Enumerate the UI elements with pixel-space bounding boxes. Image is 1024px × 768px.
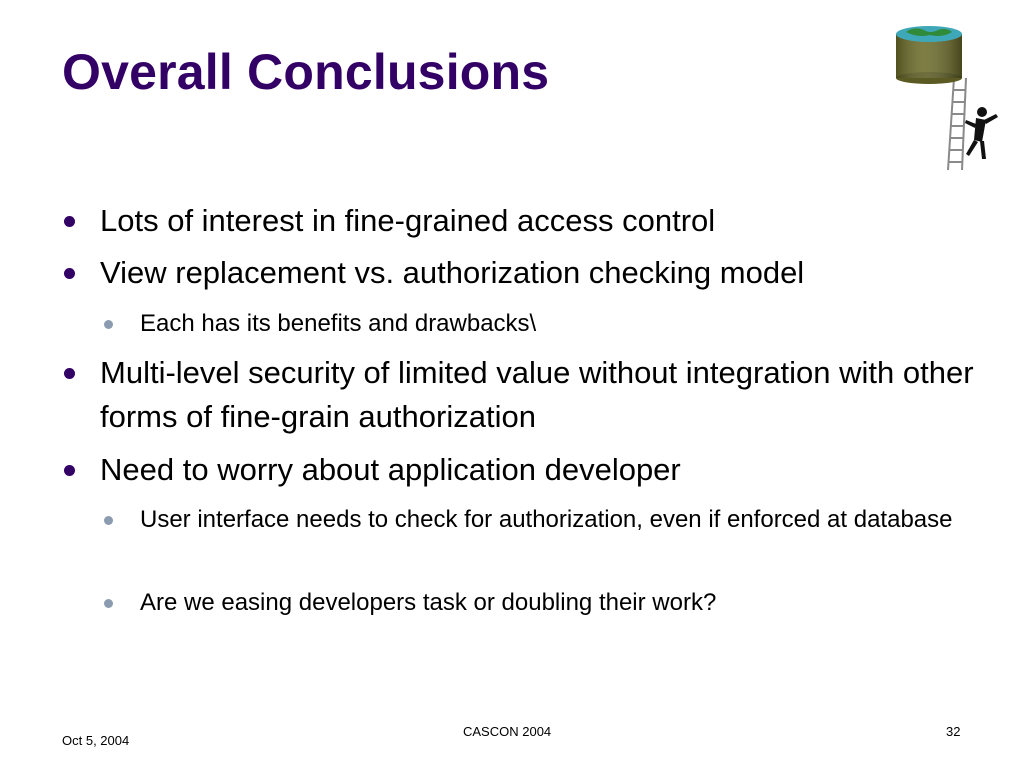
footer-conference: CASCON 2004 bbox=[463, 724, 552, 739]
sub-bullet-text: User interface needs to check for authorization, even if enforced at database bbox=[140, 506, 953, 533]
bullet-item bbox=[100, 351, 990, 439]
bullet-dot-icon bbox=[64, 216, 75, 227]
bullet-item bbox=[100, 199, 990, 243]
climber-figure-icon bbox=[965, 107, 998, 159]
sub-bullet-item bbox=[140, 585, 960, 621]
page-number: 32 bbox=[946, 724, 961, 739]
bullet-text: View replacement vs. authorization checking model bbox=[100, 255, 805, 290]
sub-bullet-item bbox=[140, 306, 960, 342]
bullet-text: Multi-level security of limited value without integration with other forms of fine-grain authorization bbox=[100, 355, 974, 434]
sub-bullet-dot-icon bbox=[104, 516, 113, 525]
sub-bullet-text: Are we easing developers task or doubling their work? bbox=[140, 589, 717, 616]
sub-bullet-text: Each has its benefits and drawbacks\ bbox=[140, 310, 537, 337]
bullet-dot-icon bbox=[64, 268, 75, 279]
bullet-item bbox=[100, 448, 990, 492]
bullet-text: Need to worry about application developer bbox=[100, 452, 681, 487]
database-cylinder-icon bbox=[896, 26, 962, 84]
sub-bullet-dot-icon bbox=[104, 320, 113, 329]
database-climber-icon bbox=[890, 20, 1004, 176]
bullet-dot-icon bbox=[64, 465, 75, 476]
footer-date: Oct 5, 2004 bbox=[62, 733, 130, 748]
bullet-text: Lots of interest in fine-grained access control bbox=[100, 203, 716, 238]
ladder-icon bbox=[948, 78, 966, 170]
bullet-item bbox=[100, 251, 990, 295]
sub-bullet-dot-icon bbox=[104, 599, 113, 608]
bullet-dot-icon bbox=[64, 368, 75, 379]
slide-title: Overall Conclusions bbox=[62, 44, 550, 100]
sub-bullet-item bbox=[140, 502, 960, 538]
